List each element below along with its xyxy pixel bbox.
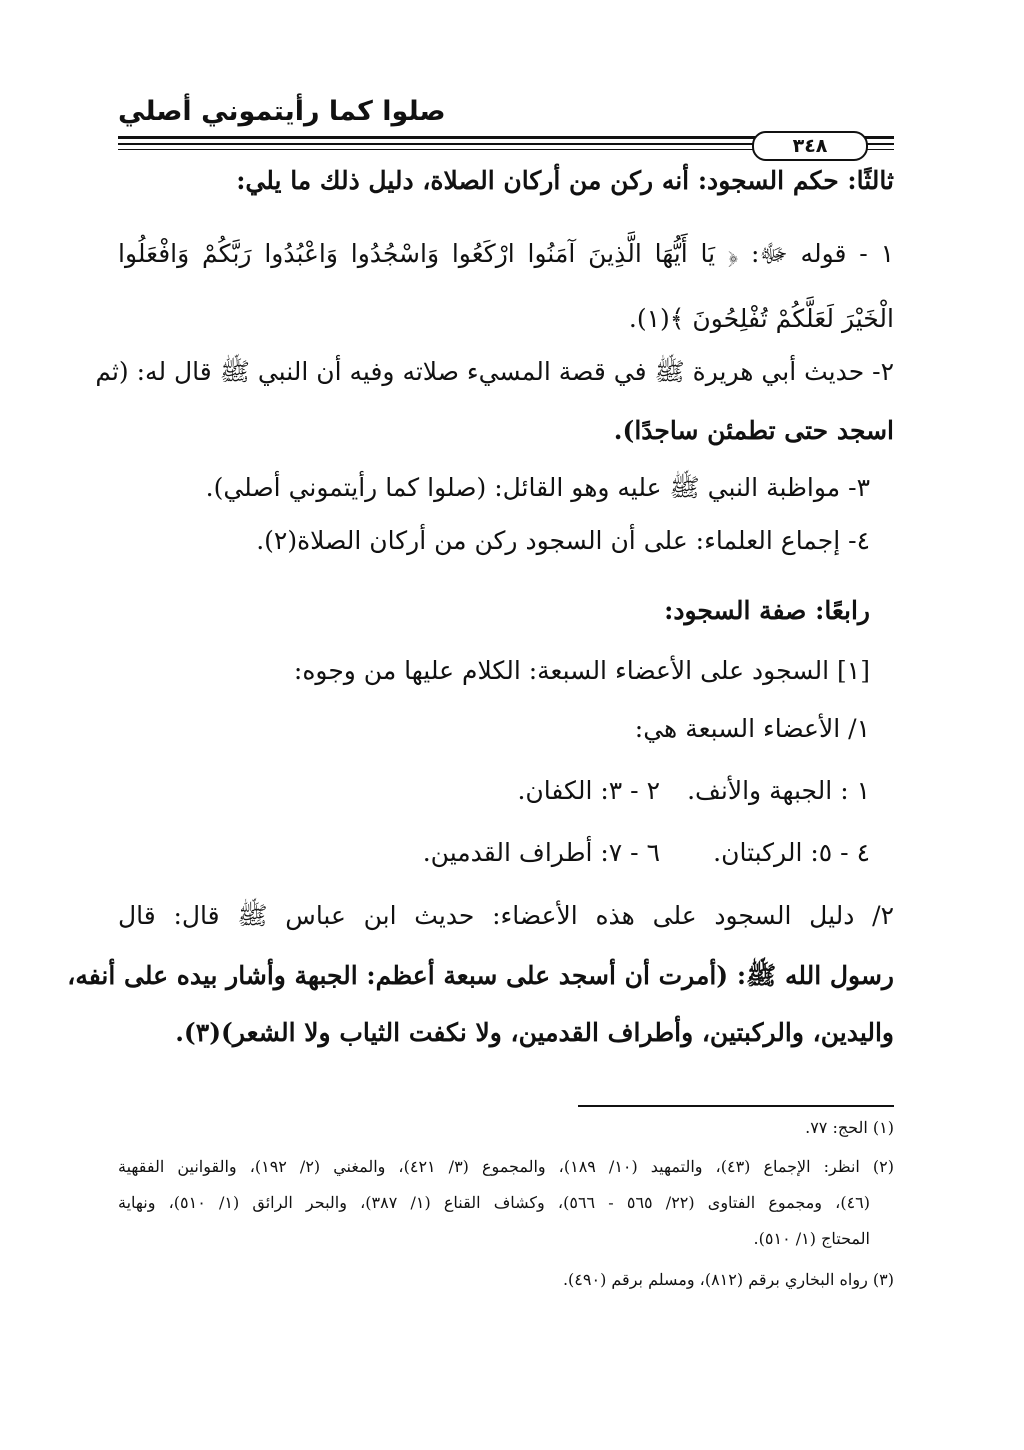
organ-palms: ٢ - ٣: الكفان.	[517, 776, 660, 805]
footnote-1: (١) الحج: ٧٧.	[805, 1118, 894, 1137]
footnote-3: (٣) رواه البخاري برقم (٨١٢)، ومسلم برقم (٤٩٠).	[562, 1270, 894, 1289]
hadith-abu-hurayra-line-2: اسجد حتى تطمئن ساجدًا).	[613, 416, 894, 445]
subsection-seven-organs: [١] السجود على الأعضاء السبعة: الكلام عليها من وجوه:	[293, 656, 870, 685]
footnote-2-line-1: (٢) انظر: الإجماع (٤٣)، والتمهيد (١٠/ ١٨٩)، والمجموع (٣/ ٤٢١)، والمغني (٢/ ١٩٢)، والقوانين الفقهية	[118, 1157, 894, 1176]
evidence-consensus: ٤- إجماع العلماء: على أن السجود ركن من أركان الصلاة(٢).	[256, 526, 870, 555]
quran-verse-line-1: ١ - قوله ﷻ: ﴿ يَا أَيُّهَا الَّذِينَ آمَنُوا ارْكَعُوا وَاسْجُدُوا وَاعْبُدُوا رَبَّكُمْ وَافْعَلُوا	[118, 239, 894, 268]
evidence-ibn-abbas-line-2: رسول الله ﷺ: (أمرت أن أسجد على سبعة أعظم: الجبهة وأشار بيده على أنفه،	[67, 961, 894, 990]
footnote-2-line-2: (٤٦)، ومجموع الفتاوى (٢٢/ ٥٦٥ - ٥٦٦)، وكشاف القناع (١/ ٣٨٧)، والبحر الرائق (١/ ٥١٠)، ونهاية	[118, 1193, 871, 1212]
organ-feet: ٦ - ٧: أطراف القدمين.	[422, 838, 660, 867]
organs-row-1	[118, 776, 894, 816]
section-heading-ruling: ثالثًا: حكم السجود: أنه ركن من أركان الصلاة، دليل ذلك ما يلي:	[236, 166, 894, 195]
running-header-title: صلوا كما رأيتموني أصلي	[118, 96, 446, 127]
footnote-separator	[578, 1105, 894, 1107]
evidence-ibn-abbas-line-3: واليدين، والركبتين، وأطراف القدمين، ولا نكفت الثياب ولا الشعر)(٣).	[175, 1018, 894, 1047]
evidence-continuity: ٣- مواظبة النبي ﷺ عليه وهو القائل: (صلوا كما رأيتموني أصلي).	[205, 473, 870, 502]
organ-knees: ٤ - ٥: الركبتان.	[713, 838, 870, 867]
organs-row-2	[118, 838, 894, 878]
organs-heading: ١/ الأعضاء السبعة هي:	[634, 714, 870, 743]
quran-verse-line-2: الْخَيْرَ لَعَلَّكُمْ تُفْلِحُونَ ﴾(١).	[628, 304, 894, 333]
evidence-ibn-abbas-line-1: ٢/ دليل السجود على هذه الأعضاء: حديث ابن عباس ﷺ قال: قال	[118, 901, 894, 930]
section-heading-description: رابعًا: صفة السجود:	[664, 596, 870, 625]
page-number: ٣٤٨	[752, 131, 868, 161]
organ-forehead-nose: ١ : الجبهة والأنف.	[687, 776, 870, 805]
hadith-abu-hurayra-line-1: ٢- حديث أبي هريرة ﷺ في قصة المسيء صلاته وفيه أن النبي ﷺ قال له: (ثم	[95, 357, 894, 386]
footnote-2-line-3: المحتاج (١/ ٥١٠).	[753, 1229, 870, 1248]
